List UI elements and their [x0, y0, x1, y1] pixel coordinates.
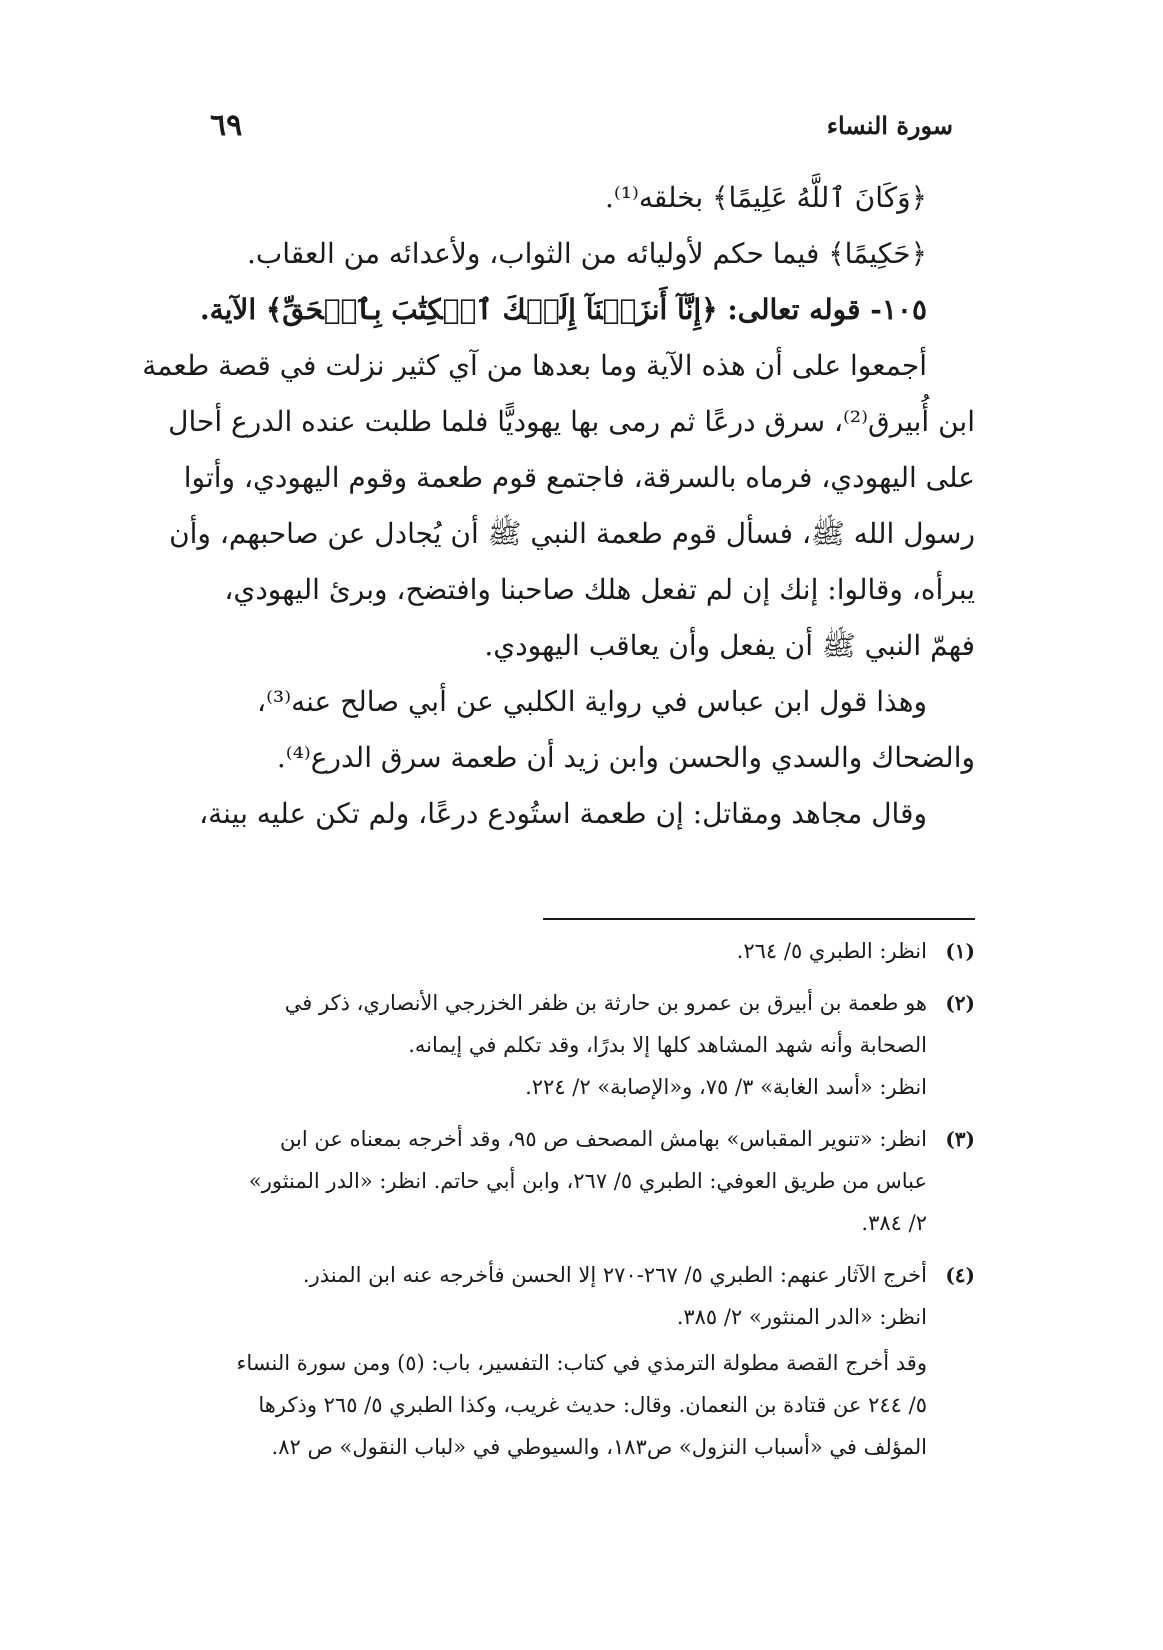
footnote-number: (١)	[945, 939, 975, 963]
footnote-line: عباس من طريق العوفي: الطبري ٥/ ٢٦٧، وابن أبي حاتم. انظر: «الدر المنثور»	[248, 1169, 927, 1193]
main-text	[125, 170, 975, 842]
footnote-body	[125, 1254, 927, 1468]
text-line: فهمّ النبي ﷺ أن يفعل وأن يعاقب اليهودي.	[484, 629, 975, 662]
footnote-line: المؤلف في «أسباب النزول» ص١٨٣، والسيوطي في «لباب النقول» ص ٨٢.	[271, 1435, 927, 1459]
footnote-number: (٣)	[945, 1127, 975, 1151]
footnote	[125, 930, 975, 972]
footnote-number: (٤)	[945, 1263, 975, 1287]
footnote-line: انظر: «أسد الغابة» ٣/ ٧٥، و«الإصابة» ٢/ ٢٢٤.	[525, 1075, 927, 1099]
footnote-extra	[125, 1342, 927, 1468]
footnote-separator	[543, 918, 975, 920]
footnote-line: هو طعمة بن أبيرق بن عمرو بن حارثة بن ظفر الخزرجي الأنصاري، ذكر في	[284, 991, 927, 1015]
page-header	[210, 100, 953, 150]
text-line: والضحاك والسدي والحسن وابن زيد أن طعمة سرق الدرع⁽⁴⁾.	[276, 741, 975, 774]
footnote-line: وقد أخرج القصة مطولة الترمذي في كتاب: التفسير، باب: (٥) ومن سورة النساء	[236, 1351, 927, 1375]
footnote	[125, 1254, 975, 1468]
text-line: يبرأه، وقالوا: إنك إن لم تفعل هلك صاحبنا وافتضح، وبرئ اليهودي،	[224, 573, 975, 606]
text-line: على اليهودي، فرماه بالسرقة، فاجتمع قوم طعمة وقوم اليهودي، وأتوا	[183, 461, 975, 494]
footnotes	[125, 930, 975, 1478]
footnote-body	[125, 930, 927, 972]
surah-title: سورة النساء	[826, 110, 953, 140]
footnote-line: أخرج الآثار عنهم: الطبري ٥/ ٢٦٧-٢٧٠ إلا الحسن فأخرجه عنه ابن المنذر.	[302, 1263, 927, 1287]
footnote-body	[125, 982, 927, 1108]
footnote-line: ٥/ ٢٤٤ عن قتادة بن النعمان. وقال: حديث غريب، وكذا الطبري ٥/ ٢٦٥ وذكرها	[258, 1393, 927, 1417]
footnote-body	[125, 1118, 927, 1244]
footnote-line: ٢/ ٣٨٤.	[861, 1211, 927, 1235]
page-number: ٦٩	[210, 107, 243, 143]
text-line: ١٠٥- قوله تعالى: ﴿إِنَّآ أَنزَلۡنَآ إِلَيۡكَ ٱلۡكِتَٰبَ بِٱلۡحَقِّ﴾ الآية.	[199, 293, 927, 326]
footnote-line: انظر: الطبري ٥/ ٢٦٤.	[736, 939, 927, 963]
text-line: وقال مجاهد ومقاتل: إن طعمة استُودع درعًا، ولم تكن عليه بينة،	[199, 797, 927, 830]
text-line: أجمعوا على أن هذه الآية وما بعدها من آي كثير نزلت في قصة طعمة	[142, 349, 927, 382]
footnote-line: انظر: «تنوير المقباس» بهامش المصحف ص ٩٥، وقد أخرجه بمعناه عن ابن	[280, 1127, 927, 1151]
footnote	[125, 1118, 975, 1244]
text-line: رسول الله ﷺ، فسأل قوم طعمة النبي ﷺ أن يُجادل عن صاحبهم، وأن	[169, 517, 975, 550]
footnote-line: الصحابة وأنه شهد المشاهد كلها إلا بدرًا، وقد تكلم في إيمانه.	[408, 1033, 927, 1057]
footnote	[125, 982, 975, 1108]
text-line: وهذا قول ابن عباس في رواية الكلبي عن أبي صالح عنه⁽³⁾،	[257, 685, 927, 718]
text-line: ابن أُبيرق⁽²⁾، سرق درعًا ثم رمى بها يهوديًّا فلما طلبت عنده الدرع أحال	[168, 405, 975, 438]
footnote-line: انظر: «الدر المنثور» ٢/ ٣٨٥.	[676, 1305, 927, 1329]
footnote-number: (٢)	[945, 991, 975, 1015]
text-line: ﴿وَكَانَ ٱللَّهُ عَلِيمًا﴾ بخلقه⁽¹⁾.	[604, 181, 927, 214]
text-line: ﴿حَكِيمًا﴾ فيما حكم لأوليائه من الثواب، ولأعدائه من العقاب.	[247, 237, 927, 270]
